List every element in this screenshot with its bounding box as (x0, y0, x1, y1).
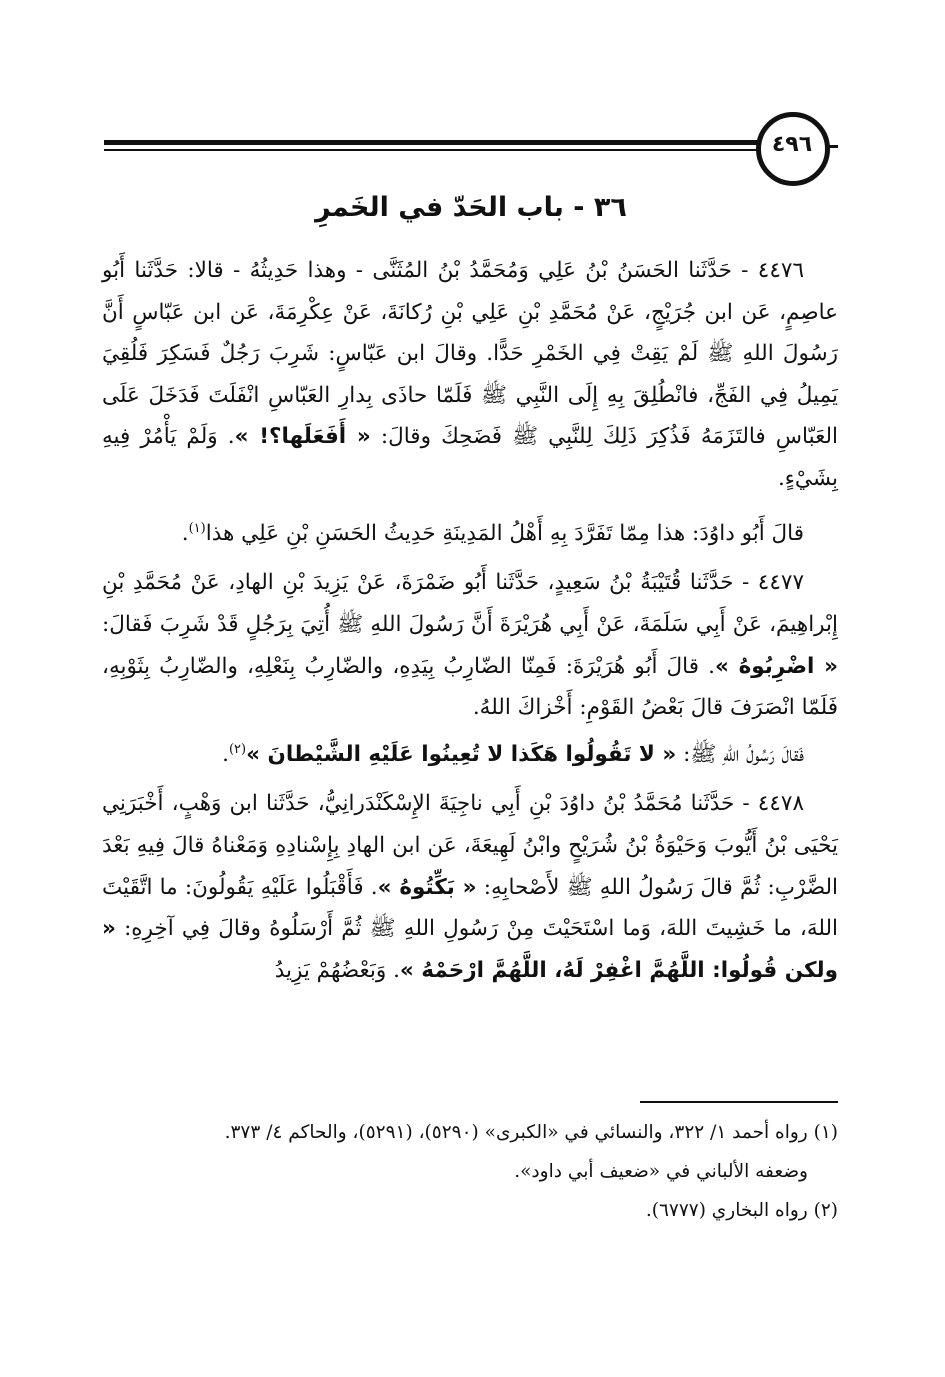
footnote-ref-1: (١) (188, 520, 206, 536)
hadith-4476-end: . وَلَمْ يَأْمُرْ فِيهِ بِشَيْءٍ. (102, 424, 838, 491)
hadith-4477-cont: فَقالَ رَسُولُ اللهِ ﷺ: « لا تَقُولُوا هَكَذا لا تُعِينُوا عَلَيْهِ الشَّيْطانَ »$^{(٢)}$. (222, 741, 804, 767)
hadith-4477 (102, 562, 838, 728)
hadith-4478-end: . وَبَعْضُهُمْ يَزِيدُ (274, 957, 400, 983)
footnote-2: (٢) رواه البخاري (٦٧٧٧). (645, 1200, 838, 1221)
hadith-4478-quote-1: « بَكِّتُوهُ » (377, 874, 477, 900)
chapter-title: ٣٦ - باب الحَدّ في الخَمرِ (315, 192, 627, 223)
abu-dawud-comment: قالَ أَبُو داوُدَ: هذا مِمّا تَفَرَّدَ بِهِ أَهْلُ المَدِينَةِ حَدِيثُ الحَسَنِ بْنِ عَلِي هذا$^{(١)}$. (181, 520, 804, 546)
hadith-4477-cont-text: فَقالَ رَسُولُ اللهِ ﷺ: (683, 741, 804, 767)
hadith-4478-text: ٤٤٧٨ - حَدَّثَنا مُحَمَّدُ بْنُ داوُدَ بْنِ أَبِي ناجِيَةَ الإِسْكَنْدَرانِيُّ، حَدَّثَنا ابن وَهْبٍ، أَخْبَرَنِي يَحْيَى بْنُ أَيُّوبَ وَحَيْوَةُ بْنُ شُرَيْحٍ وابْنُ لَهِيعَةَ، عَن ابن الهادِ بِإِسْنادِهِ وَمَعْناهُ قالَ فِيهِ بَعْدَ الضَّرْبِ: ثُمَّ قالَ رَسُولُ اللهِ ﷺ لأَصْحابِهِ: (102, 791, 839, 900)
abu-dawud-comment-text: قالَ أَبُو داوُدَ: هذا مِمّا تَفَرَّدَ بِهِ أَهْلُ المَدِينَةِ حَدِيثُ الحَسَنِ بْنِ عَلِي هذا (205, 520, 804, 546)
footnote-ref-2: (٢) (228, 741, 247, 757)
hadith-4478-mid: . فَأَقْبَلُوا عَلَيْهِ يَقُولُونَ: ما اتَّقَيْتَ اللهَ، ما خَشِيتَ اللهَ، وَما اسْتَحَيْتَ مِنْ رَسُولِ اللهِ ﷺ ثُمَّ أَرْسَلُوهُ وقالَ فِي آخِرِهِ: (102, 874, 838, 942)
hadith-4476-text: ٤٤٧٦ - حَدَّثَنا الحَسَنُ بْنُ عَلِي وَمُحَمَّدُ بْنُ المُثَنَّى - وهذا حَدِيثُهُ - قالا: حَدَّثَنا أَبُو عاصِمٍ، عَن ابن جُرَيْجٍ، عَنْ مُحَمَّدِ بْنِ عَلِي بْنِ رُكانَةَ، عَنْ عِكْرِمَةَ، عَن ابن عَبّاسٍ أَنَّ رَسُولَ اللهِ ﷺ لَمْ يَقِتْ فِي الخَمْرِ حَدًّا. وقالَ ابن عَبّاسٍ: شَرِبَ رَجُلٌ فَسَكِرَ فَلُقِيَ يَمِيلُ فِي الفَجِّ، فانْطُلِقَ بِهِ إِلَى النَّبِي ﷺ فَلَمّا حاذَى بِدارِ العَبّاسِ انْفَلَتَ فَدَخَلَ عَلَى العَبّاسِ فالتَزَمَهُ فَذُكِرَ ذَلِكَ لِلنَّبِي ﷺ فَضَحِكَ وقالَ: (102, 258, 838, 450)
hadith-4477-text: ٤٤٧٧ - حَدَّثَنا قُتَيْبَةُ بْنُ سَعِيدٍ، حَدَّثَنا أَبُو ضَمْرَةَ، عَنْ يَزِيدَ بْنِ الهادِ، عَنْ مُحَمَّدِ بْنِ إِبْراهِيمَ، عَنْ أَبِي سَلَمَةَ، عَنْ أَبِي هُرَيْرَةَ أَنَّ رَسُولَ اللهِ ﷺ أُتِيَ بِرَجُلٍ قَدْ شَرِبَ فَقالَ: (102, 570, 838, 637)
hadith-4476 (102, 250, 838, 500)
hadith-4478 (102, 783, 838, 991)
header-rule-thin (104, 149, 762, 151)
main-text (102, 250, 838, 991)
hadith-4476-quote: « أَفَعَلَها؟! » (234, 424, 371, 450)
footnotes (104, 1113, 838, 1230)
footnote-divider (640, 1101, 838, 1103)
hadith-4478-quote-2: « ولكن قُولُوا: اللَّهُمَّ اغْفِرْ لَهُ، اللَّهُمَّ ارْحَمْهُ » (102, 916, 838, 983)
footnote-1: (١) رواه أحمد ١/ ٣٢٢، والنسائي في «الكبرى» (٥٢٩٠)، (٥٢٩١)، والحاكم ٤/ ٣٧٣. (224, 1122, 838, 1143)
hadith-4477-quote: « اضْرِبُوهُ » (714, 653, 838, 679)
header-rule-thick (104, 140, 762, 145)
page-number: ٤٩٦ (771, 132, 813, 157)
hadith-4477-quote-2: « لا تَقُولُوا هَكَذا لا تُعِينُوا عَلَيْهِ الشَّيْطانَ » (246, 741, 677, 767)
footnote-1-cont: وضعفه الألباني في «ضعيف أبي داود». (514, 1161, 808, 1182)
hadith-4477-end: . قالَ أَبُو هُرَيْرَةَ: فَمِنّا الضّارِبُ بِيَدِهِ، والضّارِبُ بِنَعْلِهِ، والضّارِبُ بِثَوْبِهِ، فَلَمّا انْصَرَفَ قالَ بَعْضُ القَوْمِ: أَخْزاكَ اللهُ. (102, 653, 838, 721)
